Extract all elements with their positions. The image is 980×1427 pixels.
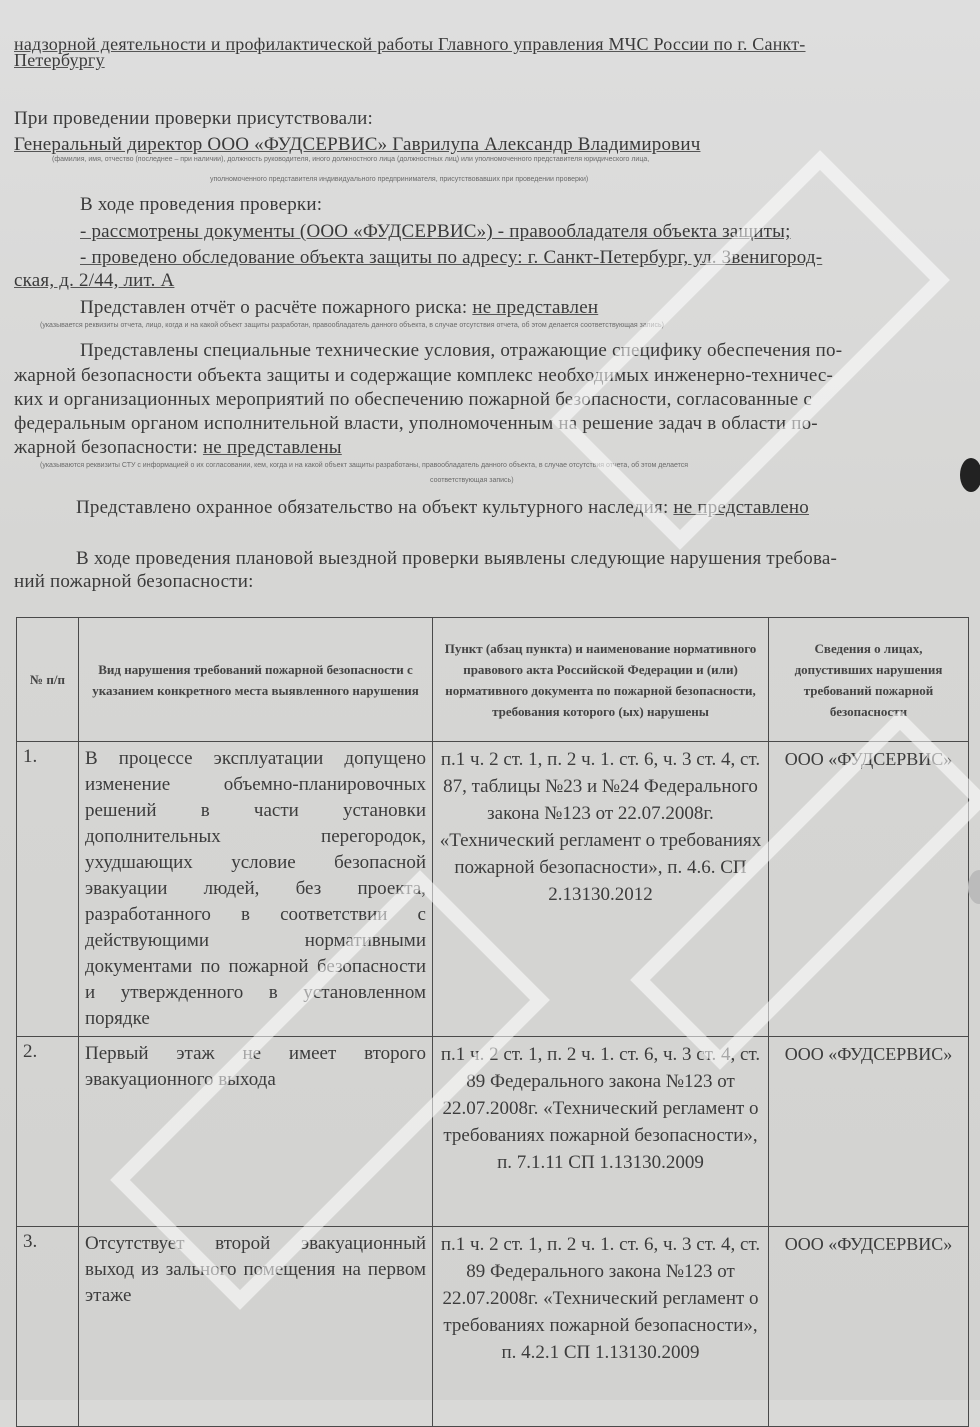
header-line-2: Петербургу <box>14 50 105 70</box>
row-description: Отсутствует второй эвакуационный выход из зального помещения на первом этаже <box>79 1227 433 1427</box>
attendance-person: Генеральный директор ООО «ФУДСЕРВИС» Гаврилупа Александр Владимирович <box>14 134 701 155</box>
found-line-1: В ходе проведения плановой выездной проверки выявлены следующие нарушения требова- <box>76 548 838 569</box>
attendance-hint-2: уполномоченного представителя индивидуального предпринимателя, присутствовавших при проведении проверки) <box>210 176 589 183</box>
row-number: 1. <box>17 742 79 1037</box>
special-conditions-line-3: ких и организационных мероприятий по обеспечению пожарной безопасности, согласованные с <box>14 389 813 410</box>
special-conditions-line-5 <box>14 437 342 459</box>
special-conditions-line-4: федеральным органом исполнительной власти, уполномоченным на решение задач в области по- <box>14 413 818 434</box>
heritage-value: не представлено <box>673 497 809 518</box>
header-norm: Пункт (абзац пункта) и наименование нормативного правового акта Российской Федерации и (или) нормативного документа по пожарной безопасности, требования которого (ых) нарушены <box>433 618 769 742</box>
row-description: Первый этаж не имеет второго эвакуационного выхода <box>79 1037 433 1227</box>
fire-risk-line <box>80 297 598 319</box>
row-number: 2. <box>17 1037 79 1227</box>
row-description: В процессе эксплуатации допущено изменение объемно-планировочных решений в части установки дополнительных перегородок, ухудшающих условие безопасной эвакуации людей, без проекта, разработанного в соответствии с действующими нормативными документами по пожарной безопасности и утвержденного в установленном порядке <box>79 742 433 1037</box>
header-line-1: надзорной деятельности и профилактической работы Главного управления МЧС России по г. Санкт- <box>14 34 806 54</box>
table-row <box>17 742 969 1037</box>
special-conditions-line-2: жарной безопасности объекта защиты и содержащие комплекс необходимых инженерно-техничес- <box>14 365 834 386</box>
header-type: Вид нарушения требований пожарной безопасности с указанием конкретного места выявленного нарушения <box>79 618 433 742</box>
during-item-2b: ская, д. 2/44, лит. А <box>14 270 175 291</box>
header-who: Сведения о лицах, допустивших нарушения требований пожарной безопасности <box>769 618 969 742</box>
attendance-intro: При проведении проверки присутствовали: <box>14 108 373 129</box>
row-responsible: ООО «ФУДСЕРВИС» <box>769 742 969 1037</box>
row-norm: п.1 ч. 2 ст. 1, п. 2 ч. 1. ст. 6, ч. 3 ст. 4, ст. 87, таблицы №23 и №24 Федерального закона №123 от 22.07.2008г. «Технический регламент о требованиях пожарной безопасности», п. 4.6. СП 2.13130.2012 <box>433 742 769 1037</box>
during-item-2a: - проведено обследование объекта защиты по адресу: г. Санкт-Петербург, ул. Звенигород- <box>80 247 823 268</box>
special-conditions-hint-2: соответствующая запись) <box>430 477 514 484</box>
fire-risk-hint: (указывается реквизиты отчета, лицо, когда и на какой объект защиты разработан, правообладатель данного объекта, в случае отсутствия отчета, об этом делается соответствующая запись) <box>40 322 664 329</box>
attendance-hint-1: (фамилия, имя, отчество (последнее – при наличии), должность руководителя, иного должностного лица (должностных лиц) или уполномоченного представителя юридического лица, <box>52 156 650 163</box>
special-conditions-hint-1: (указываются реквизиты СТУ с информацией о их согласовании, кем, когда и на какой объект защиты разработаны, правообладатель данного объекта, в случае отсутствия отчета, об этом делается <box>40 462 689 469</box>
heritage-label: Представлено охранное обязательство на объект культурного наследия: <box>76 497 674 518</box>
special-conditions-line-1: Представлены специальные технические условия, отражающие специфику обеспечения по- <box>80 340 843 361</box>
table-row <box>17 1037 969 1227</box>
during-item-1: - рассмотрены документы (ООО «ФУДСЕРВИС») - правообладателя объекта защиты; <box>80 221 791 242</box>
heritage-line <box>76 497 809 519</box>
during-intro: В ходе проведения проверки: <box>80 194 323 215</box>
violations-table <box>16 617 969 1427</box>
table-header-row <box>17 618 969 742</box>
row-norm: п.1 ч. 2 ст. 1, п. 2 ч. 1. ст. 6, ч. 3 ст. 4, ст. 89 Федерального закона №123 от 22.07.2008г. «Технический регламент о требованиях пожарной безопасности», п. 4.2.1 СП 1.13130.2009 <box>433 1227 769 1427</box>
special-conditions-value: не представлены <box>202 437 342 458</box>
row-norm: п.1 ч. 2 ст. 1, п. 2 ч. 1. ст. 6, ч. 3 ст. 4, ст. 89 Федерального закона №123 от 22.07.2008г. «Технический регламент о требованиях пожарной безопасности», п. 7.1.11 СП 1.13130.2009 <box>433 1037 769 1227</box>
row-number: 3. <box>17 1227 79 1427</box>
special-conditions-label: жарной безопасности: <box>14 437 203 458</box>
punch-hole <box>968 870 980 904</box>
table-row <box>17 1227 969 1427</box>
fire-risk-value: не представлен <box>472 297 599 318</box>
fire-risk-label: Представлен отчёт о расчёте пожарного риска: <box>80 297 473 318</box>
row-responsible: ООО «ФУДСЕРВИС» <box>769 1037 969 1227</box>
row-responsible: ООО «ФУДСЕРВИС» <box>769 1227 969 1427</box>
found-line-2: ний пожарной безопасности: <box>14 571 254 592</box>
header-num: № п/п <box>17 618 79 742</box>
punch-hole <box>960 458 980 492</box>
